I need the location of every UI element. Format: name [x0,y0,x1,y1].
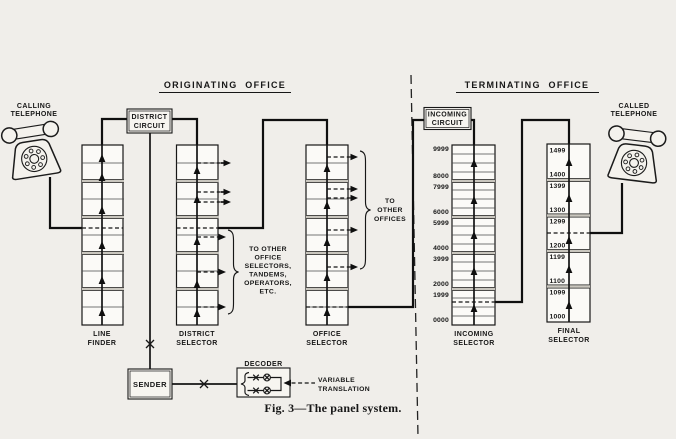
decoder-label: DECODER [244,361,283,368]
level-label: 6000 [433,209,449,216]
level-label: 9999 [433,146,449,153]
district-trunk-brace [228,230,239,314]
level-label: 5999 [433,220,449,227]
originating-office-title: ORIGINATING OFFICE [163,80,287,90]
district-circuit-to-district-selector [172,119,197,146]
note-line: TANDEMS, [249,271,287,279]
final-selector-label-1: FINAL [557,328,581,335]
line-finder-label-1: LINE [93,331,111,338]
called-telephone-label-1: CALLED [618,103,650,110]
final-selector-label-2: SELECTOR [548,337,590,344]
office-selector-bank [306,145,358,347]
called-telephone [590,103,667,233]
rotary-telephone-icon [1,120,66,180]
line-finder-to-district-circuit [102,119,127,145]
note-line: ETC. [259,288,277,296]
office-trunk-brace [360,151,371,269]
sender-circuit [128,133,172,399]
terminating-office-title: TERMINATING OFFICE [464,80,590,90]
note-line: OFFICES [374,216,406,223]
rotary-telephone-icon [604,125,667,184]
district-circuit-label-1: DISTRICT [131,114,168,121]
relay-icon [264,374,271,381]
variable-translation-label-2: TRANSLATION [318,386,371,393]
variable-translation-input [284,377,371,393]
office-selector-label-2: SELECTOR [306,340,348,347]
relay-icon [264,387,271,394]
note-line: OTHER [377,207,403,214]
level-label: 4000 [433,245,449,252]
level-label: 1299 [549,218,566,226]
decoder-circuit [172,361,370,397]
originating-office-header [159,80,291,93]
level-label: 1400 [549,171,566,179]
level-label: 1199 [549,254,566,261]
note-line: OPERATORS, [244,280,292,287]
final-selector-bank [547,144,590,344]
incoming-circuit-label-2: CIRCUIT [431,120,464,127]
note-line: TO OTHER [249,246,287,253]
line-finder-label-2: FINDER [87,340,117,347]
district-selector-label-2: SELECTOR [176,340,218,347]
sender-label: SENDER [133,380,167,389]
calling-phone-cord [50,177,82,228]
level-label: 1399 [549,183,566,190]
terminating-office-header [456,80,599,93]
level-label: 1000 [549,313,566,321]
district-circuit-label-2: CIRCUIT [133,123,166,130]
incoming-circuit-box [424,108,474,147]
district-selector-bank [176,145,231,347]
incoming-selector-bank [433,145,495,347]
variable-translation-label-1: VARIABLE [318,377,356,384]
called-telephone-label-2: TELEPHONE [610,111,658,118]
district-selector-label-1: DISTRICT [179,331,215,338]
level-label: 2000 [433,281,449,288]
incoming-selector-label-2: SELECTOR [453,340,495,347]
calling-telephone [1,103,82,228]
level-label: 7999 [433,184,449,191]
level-label: 1499 [549,147,566,155]
note-line: TO [384,198,396,205]
incoming-circuit-label-1: INCOMING [427,111,468,119]
note-line: OFFICE [254,254,282,262]
called-phone-cord [590,183,622,233]
office-selector-label-1: OFFICE [312,331,342,338]
incoming-selector-label-1: INCOMING [454,331,494,338]
level-label: 3999 [433,256,449,263]
incoming-selector-levels [433,146,449,324]
line-finder-bank [82,145,124,347]
to-other-office-note [228,230,292,314]
figure-caption: Fig. 3—The panel system. [264,401,402,415]
calling-telephone-label-1: CALLING [16,103,52,110]
calling-telephone-label-2: TELEPHONE [10,111,58,118]
level-label: 0000 [433,317,449,324]
level-label: 1999 [433,292,449,299]
note-line: SELECTORS, [244,263,292,270]
level-label: 1099 [549,289,566,297]
to-other-offices-note [360,151,406,269]
level-label: 1300 [549,207,566,214]
level-label: 1100 [549,278,566,285]
level-label: 1200 [549,242,566,250]
level-label: 8000 [433,173,449,180]
